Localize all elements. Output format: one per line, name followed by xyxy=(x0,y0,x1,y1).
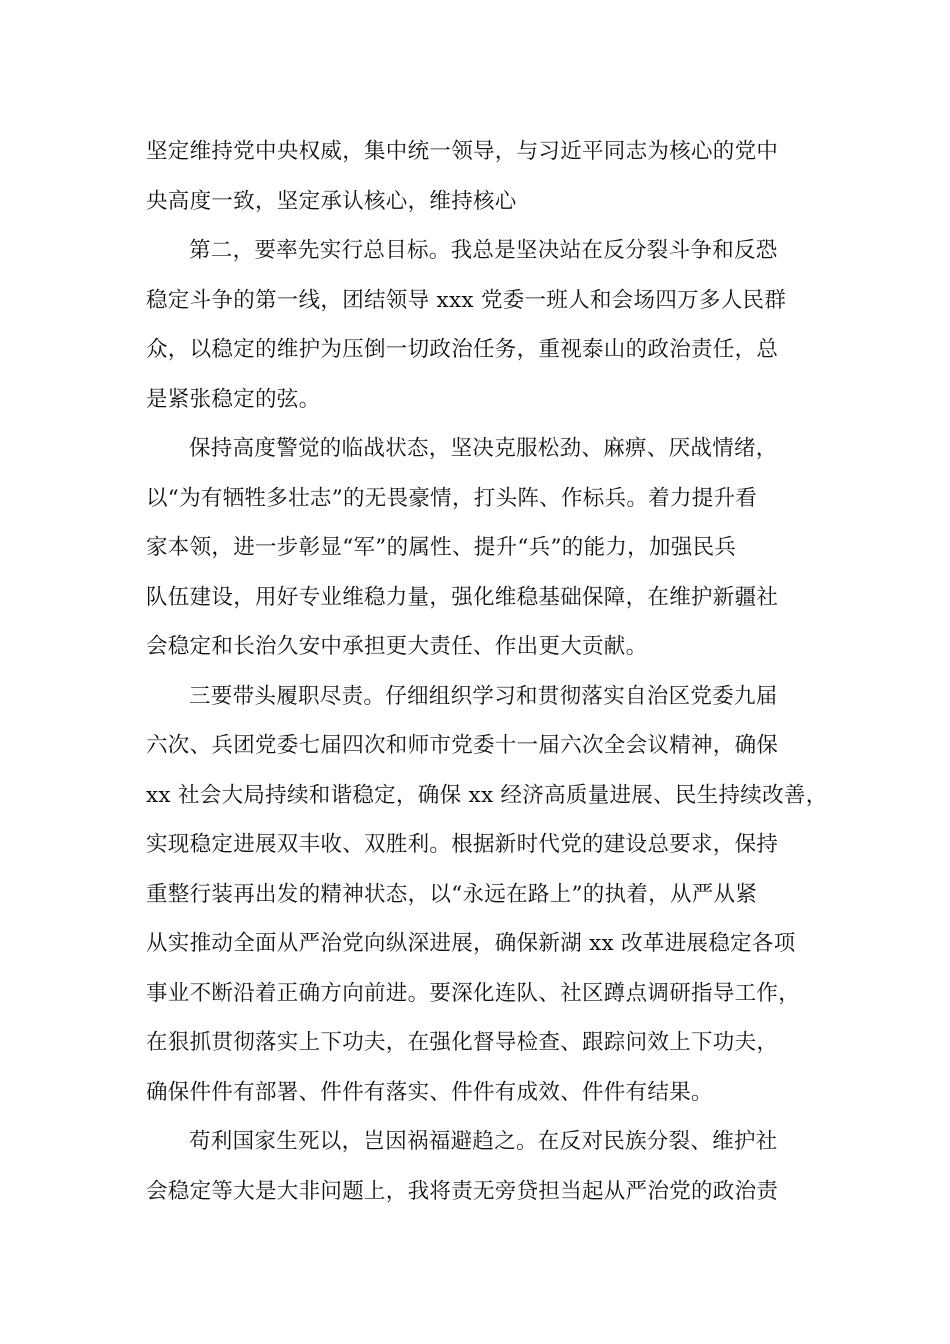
text-line: 六次、兵团党委七届四次和师市党委十一届六次全会议精神，确保 xyxy=(146,733,779,758)
text-line: 是紧张稳定的弦。 xyxy=(146,386,321,412)
text-line: 家本领，进一步彰显“军”的属性、提升“兵”的能力，加强民兵 xyxy=(146,535,737,560)
text-line: 坚定维持党中央权威，集中统一领导，与习近平同志为核心的党中 xyxy=(146,139,779,164)
paragraph-start-line: 第二，要率先实行总目标。我总是坚决站在反分裂斗争和反恐 xyxy=(189,238,778,263)
text-line: 以“为有牺牲多壮志”的无畏豪情，打头阵、作标兵。着力提升看 xyxy=(146,485,758,511)
text-line: 众，以稳定的维护为压倒一切政治任务，重视泰山的政治责任，总 xyxy=(146,337,779,362)
text-line: xx 社会大局持续和谐稳定，确保 xx 经济高质量进展、民生持续改善， xyxy=(146,782,828,808)
text-line: 会稳定和长治久安中承担更大责任、作出更大贡献。 xyxy=(146,634,648,659)
text-line: 事业不断沿着正确方向前进。要深化连队、社区蹲点调研指导工作， xyxy=(146,980,801,1006)
text-line: 从实推动全面从严治党向纵深进展，确保新湖 xx 改革进展稳定各项 xyxy=(146,931,796,956)
text-line: 队伍建设，用好专业维稳力量，强化维稳基础保障，在维护新疆社 xyxy=(146,584,779,610)
text-line: 确保件件有部署、件件有落实、件件有成效、件件有结果。 xyxy=(146,1079,713,1105)
text-line: 会稳定等大是大非问题上，我将责无旁贷担当起从严治党的政治责 xyxy=(146,1178,779,1204)
paragraph-start-line: 保持高度警觉的临战状态，坚决克服松劲、麻痹、厌战情绪， xyxy=(189,436,778,461)
body-text xyxy=(146,127,950,1216)
text-line: 在狠抓贯彻落实上下功夫，在强化督导检查、跟踪问效上下功夫， xyxy=(146,1030,779,1055)
text-line: 稳定斗争的第一线，团结领导 xxx 党委一班人和会场四万多人民群 xyxy=(146,287,787,313)
paragraph-start-line: 三要带头履职尽责。仔细组织学习和贯彻落实自治区党委九届 xyxy=(189,683,778,709)
text-line: 实现稳定进展双丰收、双胜利。根据新时代党的建设总要求，保持 xyxy=(146,832,779,857)
paragraph-start-line: 苟利国家生死以，岂因祸福避趋之。在反对民族分裂、维护社 xyxy=(189,1129,778,1154)
text-line: 重整行装再出发的精神状态，以“永远在路上”的执着，从严从紧 xyxy=(146,881,758,907)
text-line: 央高度一致，坚定承认核心，维持核心 xyxy=(146,188,517,214)
